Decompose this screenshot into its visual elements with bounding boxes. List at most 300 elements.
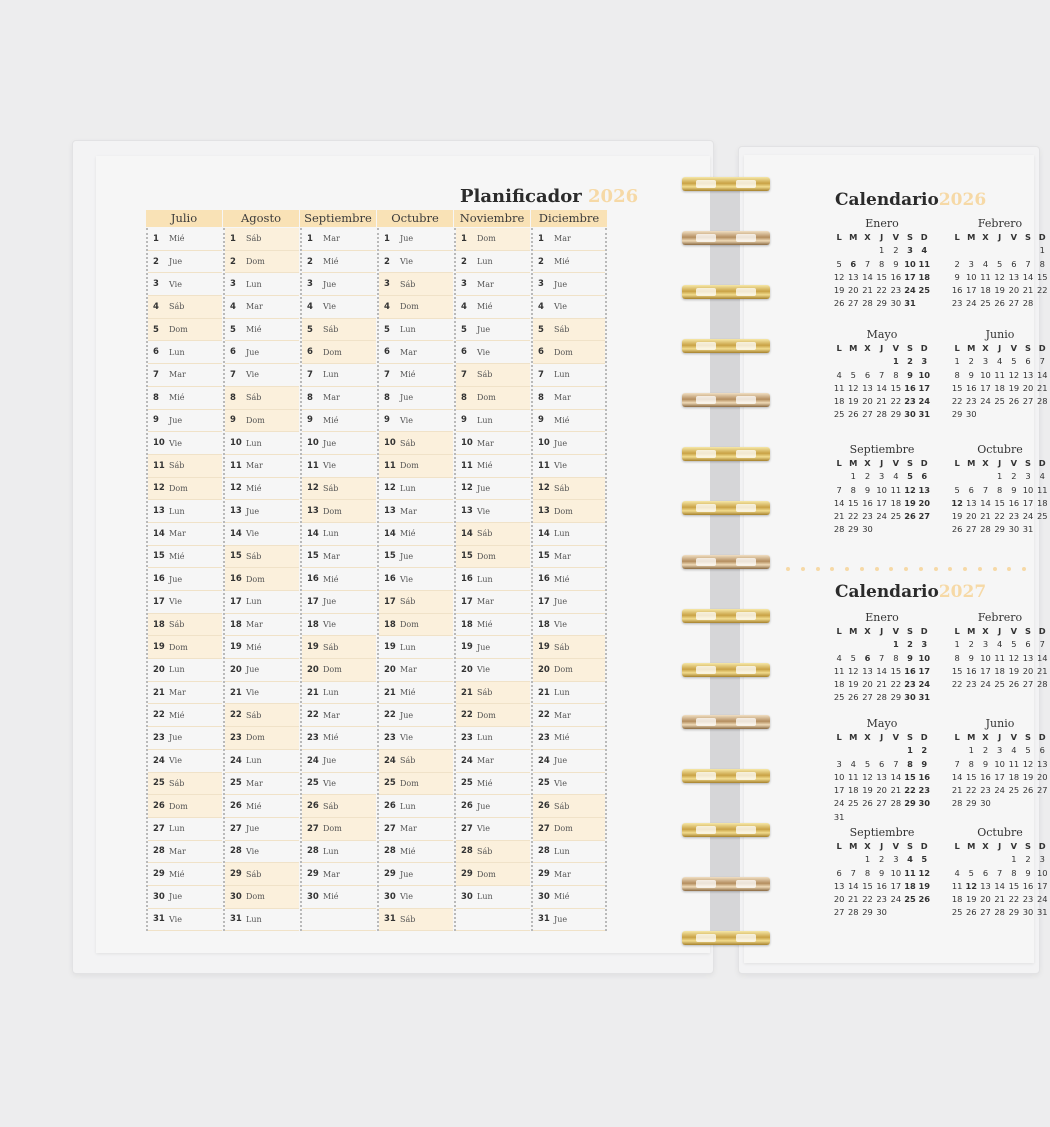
day-weekday: Mar	[246, 620, 263, 630]
day-number: 16	[153, 574, 165, 585]
day-weekday: Mié	[554, 257, 570, 267]
date-cell: 14	[862, 271, 873, 282]
day-number: 9	[307, 415, 313, 426]
day-weekday: Jue	[477, 325, 491, 335]
date-cell: 1	[954, 356, 960, 367]
week-row	[950, 652, 1050, 665]
mini-month	[950, 717, 1050, 811]
day-number: 25	[153, 778, 165, 789]
day-row	[148, 546, 222, 569]
day-weekday: Jue	[246, 824, 260, 834]
date-cell: 18	[833, 679, 845, 690]
day-row	[302, 273, 376, 296]
date-cell: 13	[848, 271, 859, 282]
date-cell: 20	[833, 894, 845, 905]
mini-month-name: Febrero	[977, 611, 1023, 624]
day-weekday: Vie	[477, 347, 490, 357]
weekday-letter: L	[836, 626, 842, 636]
day-number: 13	[153, 506, 165, 517]
day-number: 27	[538, 823, 550, 834]
date-cell: 21	[994, 894, 1005, 905]
day-row	[456, 296, 530, 319]
date-cell: 16	[904, 665, 916, 676]
date-cell: 2	[907, 356, 913, 367]
date-cell: 21	[980, 511, 991, 522]
date-cell	[889, 523, 903, 536]
day-number: 12	[230, 483, 242, 494]
day-number: 6	[538, 347, 544, 358]
date-cell: 6	[921, 471, 928, 482]
week-row	[832, 244, 932, 257]
date-cell: 18	[848, 785, 859, 796]
day-number: 25	[538, 778, 550, 789]
day-weekday: Dom	[323, 347, 342, 357]
weekday-letter: L	[836, 232, 842, 242]
date-cell: 11	[980, 271, 991, 282]
day-number: 5	[384, 324, 390, 335]
day-weekday: Mar	[400, 506, 417, 516]
mini-month	[832, 826, 932, 920]
date-cell: 15	[904, 771, 916, 782]
day-row	[225, 432, 299, 455]
day-weekday: Mar	[323, 869, 340, 879]
mini-month-name: Junio	[985, 328, 1015, 341]
date-cell: 29	[890, 692, 902, 703]
day-row	[302, 319, 376, 342]
spiral-ring	[678, 226, 774, 250]
date-cell: 9	[907, 369, 913, 380]
weekday-letter: V	[1010, 626, 1018, 636]
day-row	[148, 341, 222, 364]
divider-dot	[830, 567, 834, 571]
date-cell: 9	[954, 271, 960, 282]
weekday-letter: L	[954, 626, 960, 636]
date-cell: 25	[833, 409, 845, 420]
date-cell: 9	[893, 258, 899, 269]
day-number: 20	[230, 664, 242, 675]
week-row	[832, 880, 932, 893]
date-cell: 8	[893, 652, 899, 663]
day-weekday: Vie	[323, 778, 336, 788]
day-row	[379, 478, 453, 501]
day-row	[225, 909, 299, 932]
mini-month-name: Octubre	[977, 826, 1023, 839]
date-cell: 30	[1008, 524, 1020, 535]
weekday-letter: D	[1038, 626, 1046, 636]
date-cell: 10	[1036, 867, 1048, 878]
day-row	[533, 296, 605, 319]
date-cell: 2	[1025, 854, 1031, 865]
date-cell: 10	[918, 369, 930, 380]
day-number: 27	[153, 823, 165, 834]
date-cell: 15	[951, 665, 963, 676]
day-row	[379, 273, 453, 296]
weekday-letter: X	[864, 343, 871, 353]
date-cell: 5	[921, 854, 928, 865]
day-number: 10	[538, 438, 550, 449]
day-row	[225, 546, 299, 569]
day-number: 19	[538, 642, 550, 653]
day-row	[302, 523, 376, 546]
calendar-title-text: Calendario	[835, 582, 939, 602]
weekday-letter: J	[880, 458, 884, 468]
week-row	[950, 523, 1050, 536]
day-weekday: Vie	[477, 824, 490, 834]
day-weekday: Lun	[246, 914, 262, 924]
day-number: 22	[461, 710, 473, 721]
week-row	[832, 523, 932, 536]
date-cell	[846, 744, 860, 757]
day-number: 9	[230, 415, 236, 426]
date-cell	[846, 244, 860, 257]
date-cell	[875, 638, 889, 651]
date-cell: 6	[836, 867, 842, 878]
day-weekday: Vie	[169, 279, 182, 289]
planner-month-column	[223, 210, 299, 931]
day-number: 24	[461, 755, 473, 766]
week-row	[950, 880, 1050, 893]
day-row	[456, 614, 530, 637]
date-cell: 23	[1008, 511, 1020, 522]
ring-hole	[696, 880, 716, 888]
date-cell	[832, 853, 846, 866]
date-cell: 19	[862, 785, 873, 796]
day-weekday: Mar	[323, 393, 340, 403]
date-cell: 30	[918, 798, 930, 809]
date-cell: 24	[1022, 511, 1034, 522]
date-cell	[978, 408, 992, 421]
date-cell: 27	[876, 798, 887, 809]
day-number: 2	[307, 256, 313, 267]
date-cell: 6	[850, 258, 857, 269]
day-number: 9	[461, 415, 467, 426]
day-row	[148, 273, 222, 296]
day-weekday: Sáb	[169, 302, 185, 312]
day-number: 14	[307, 528, 319, 539]
day-weekday: Sáb	[400, 438, 416, 448]
day-row	[456, 455, 530, 478]
week-row	[832, 652, 932, 665]
day-row	[302, 886, 376, 909]
day-number: 22	[384, 710, 396, 721]
day-weekday: Mar	[323, 234, 340, 244]
date-cell: 28	[980, 524, 991, 535]
ring-hole	[696, 234, 716, 242]
planner-grid	[146, 210, 607, 931]
weekday-letter: V	[892, 732, 900, 742]
day-weekday: Lun	[246, 438, 262, 448]
date-cell: 5	[954, 484, 960, 495]
day-number: 5	[153, 324, 159, 335]
date-cell: 1	[850, 471, 856, 482]
day-number: 10	[230, 438, 242, 449]
day-row	[379, 228, 453, 251]
date-cell: 8	[1039, 258, 1045, 269]
date-cell: 14	[994, 880, 1005, 891]
date-cell: 18	[951, 894, 963, 905]
date-cell: 7	[982, 484, 989, 495]
day-row	[456, 682, 530, 705]
day-weekday: Jue	[169, 892, 183, 902]
weekday-letter: M	[849, 232, 858, 242]
day-number: 21	[307, 687, 319, 698]
weekday-letter: X	[982, 458, 989, 468]
week-row	[950, 470, 1050, 483]
day-number: 29	[384, 869, 396, 880]
day-number: 16	[538, 574, 550, 585]
ring-hole	[696, 826, 716, 834]
day-weekday: Jue	[246, 506, 260, 516]
day-number: 9	[384, 415, 390, 426]
date-cell	[1007, 797, 1021, 810]
day-row	[456, 568, 530, 591]
date-cell: 19	[1022, 771, 1034, 782]
day-number: 21	[461, 687, 473, 698]
date-cell: 5	[836, 258, 842, 269]
day-row	[456, 500, 530, 523]
day-weekday: Dom	[477, 393, 496, 403]
weekday-letter: M	[849, 626, 858, 636]
weekday-letter: J	[998, 458, 1002, 468]
day-number: 5	[538, 324, 544, 335]
weekday-header	[950, 231, 1050, 244]
ring-hole	[696, 934, 716, 942]
day-number: 16	[461, 574, 473, 585]
day-row	[148, 682, 222, 705]
day-row	[533, 909, 605, 932]
day-row	[302, 773, 376, 796]
week-row	[950, 497, 1050, 510]
day-number: 8	[461, 392, 467, 403]
day-weekday: Jue	[323, 279, 337, 289]
day-row	[456, 727, 530, 750]
date-cell: 1	[907, 745, 913, 756]
weekday-letter: D	[1038, 343, 1046, 353]
week-row	[950, 408, 1050, 421]
date-cell	[846, 853, 860, 866]
day-row	[456, 478, 530, 501]
spiral-ring	[678, 604, 774, 628]
day-weekday: Lun	[246, 597, 262, 607]
date-cell: 15	[1008, 880, 1020, 891]
weekday-header	[950, 840, 1050, 853]
day-number: 3	[307, 279, 313, 290]
day-row	[533, 863, 605, 886]
date-cell	[950, 853, 964, 866]
date-cell: 5	[997, 258, 1003, 269]
day-weekday: Mar	[554, 551, 571, 561]
date-cell: 28	[833, 524, 845, 535]
divider-dot	[948, 567, 952, 571]
day-number: 15	[384, 551, 396, 562]
day-row	[379, 886, 453, 909]
date-cell: 17	[994, 771, 1005, 782]
day-row	[379, 387, 453, 410]
date-cell: 25	[994, 396, 1005, 407]
mini-month	[950, 328, 1050, 422]
day-row	[225, 500, 299, 523]
day-row	[456, 659, 530, 682]
date-cell: 22	[848, 511, 859, 522]
day-weekday: Jue	[169, 257, 183, 267]
date-cell: 5	[864, 758, 871, 769]
day-number: 10	[153, 438, 165, 449]
day-row	[533, 841, 605, 864]
date-cell: 10	[876, 484, 887, 495]
date-cell: 19	[951, 511, 963, 522]
day-number: 24	[230, 755, 242, 766]
day-weekday: Mié	[169, 234, 185, 244]
date-cell: 3	[1025, 471, 1031, 482]
date-cell: 16	[980, 771, 991, 782]
date-cell: 17	[966, 285, 977, 296]
date-cell: 11	[918, 258, 930, 269]
ring-hole	[736, 396, 756, 404]
date-cell: 13	[980, 880, 991, 891]
day-row	[302, 387, 376, 410]
day-number: 8	[384, 392, 390, 403]
date-cell: 15	[848, 497, 859, 508]
date-cell: 25	[904, 894, 916, 905]
day-weekday: Dom	[246, 733, 265, 743]
date-cell: 20	[1036, 771, 1048, 782]
weekday-letter: L	[954, 232, 960, 242]
day-weekday: Jue	[323, 438, 337, 448]
day-number: 12	[307, 483, 319, 494]
day-number: 1	[153, 233, 159, 244]
day-weekday: Jue	[323, 756, 337, 766]
day-weekday: Vie	[323, 620, 336, 630]
divider-dot	[978, 567, 982, 571]
date-cell: 16	[904, 382, 916, 393]
date-cell: 10	[980, 369, 991, 380]
mini-month-name: Febrero	[977, 217, 1023, 230]
date-cell: 12	[965, 880, 978, 891]
date-cell	[846, 355, 860, 368]
planner-month-column	[377, 210, 453, 931]
day-row	[302, 704, 376, 727]
date-cell: 17	[833, 785, 845, 796]
month-header: Agosto	[223, 210, 299, 227]
date-cell: 1	[1039, 245, 1045, 256]
day-number: 17	[461, 596, 473, 607]
date-cell: 19	[966, 894, 977, 905]
date-cell: 13	[1022, 652, 1034, 663]
day-row	[456, 886, 530, 909]
date-cell: 14	[876, 382, 887, 393]
date-cell: 12	[918, 867, 930, 878]
day-number: 4	[538, 301, 544, 312]
date-cell: 16	[966, 665, 977, 676]
date-cell	[917, 297, 931, 310]
day-row	[148, 818, 222, 841]
ring-hole	[736, 718, 756, 726]
planner-month-column	[454, 210, 530, 931]
date-cell: 3	[893, 854, 899, 865]
weekday-letter: V	[892, 232, 900, 242]
day-row	[148, 523, 222, 546]
week-row	[950, 867, 1050, 880]
day-weekday: Mié	[400, 846, 416, 856]
day-row	[302, 455, 376, 478]
week-row	[832, 369, 932, 382]
divider-dot	[963, 567, 967, 571]
day-row	[456, 773, 530, 796]
weekday-letter: V	[892, 458, 900, 468]
day-list	[300, 228, 376, 931]
day-number: 23	[538, 732, 550, 743]
date-cell	[846, 811, 860, 824]
day-weekday: Dom	[246, 574, 265, 584]
date-cell: 26	[994, 298, 1005, 309]
date-cell: 25	[980, 298, 991, 309]
day-number: 5	[461, 324, 467, 335]
day-number: 18	[384, 619, 396, 630]
day-weekday: Lun	[477, 733, 493, 743]
date-cell: 3	[1039, 854, 1045, 865]
weekday-letter: J	[880, 232, 884, 242]
date-cell	[917, 523, 931, 536]
day-row	[302, 727, 376, 750]
date-cell: 19	[994, 285, 1005, 296]
date-cell: 30	[904, 692, 916, 703]
date-cell: 23	[951, 298, 963, 309]
mini-month-name: Octubre	[977, 443, 1023, 456]
day-weekday: Mié	[323, 415, 339, 425]
day-row	[379, 432, 453, 455]
date-cell: 10	[980, 652, 991, 663]
day-row	[379, 682, 453, 705]
date-cell: 7	[997, 867, 1003, 878]
day-row	[456, 546, 530, 569]
day-number: 29	[153, 869, 165, 880]
date-cell	[950, 744, 964, 757]
day-weekday: Mar	[246, 461, 263, 471]
spiral-ring	[678, 496, 774, 520]
date-cell: 24	[833, 798, 845, 809]
weekday-letter: M	[967, 841, 976, 851]
day-weekday: Sáb	[400, 756, 416, 766]
date-cell: 29	[848, 524, 859, 535]
date-cell: 20	[918, 497, 930, 508]
day-row	[148, 727, 222, 750]
day-weekday: Mar	[554, 710, 571, 720]
date-cell: 4	[1011, 745, 1017, 756]
day-row	[456, 387, 530, 410]
day-weekday: Vie	[246, 529, 259, 539]
day-weekday: Sáb	[246, 710, 262, 720]
date-cell: 22	[994, 511, 1005, 522]
weekday-letter: S	[907, 232, 914, 242]
week-row	[950, 893, 1050, 906]
date-cell: 20	[862, 679, 873, 690]
date-cell: 9	[921, 758, 928, 769]
day-weekday: Jue	[554, 914, 568, 924]
date-cell: 2	[968, 639, 974, 650]
date-cell: 27	[1022, 679, 1034, 690]
day-number: 30	[461, 891, 473, 902]
day-number: 6	[384, 347, 390, 358]
day-number: 6	[230, 347, 236, 358]
date-cell: 22	[862, 894, 873, 905]
date-cell: 22	[966, 785, 977, 796]
day-number: 19	[384, 642, 396, 653]
date-cell: 8	[968, 758, 974, 769]
day-number: 7	[230, 369, 236, 380]
day-weekday: Dom	[477, 869, 496, 879]
date-cell	[993, 853, 1007, 866]
day-row	[456, 432, 530, 455]
